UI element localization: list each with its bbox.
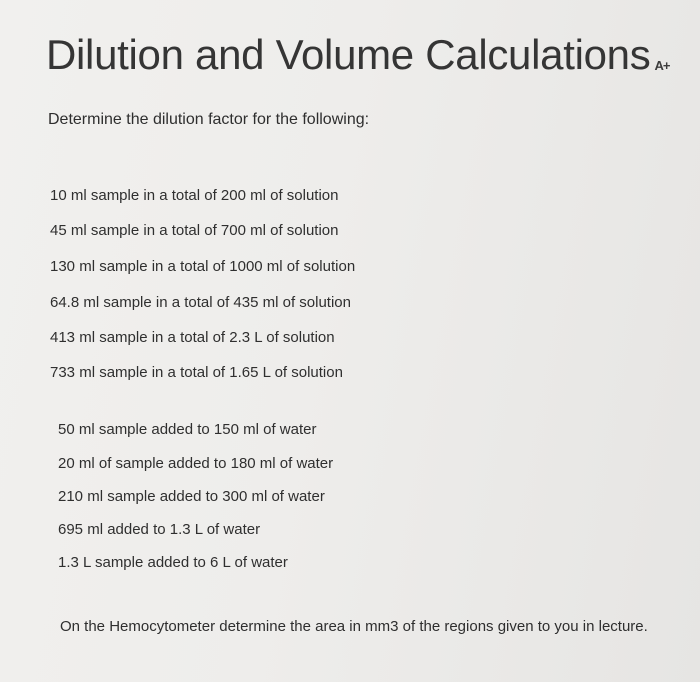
list-item: 1.3 L sample added to 6 L of water	[58, 554, 288, 571]
list-item: 130 ml sample in a total of 1000 ml of solution	[50, 258, 356, 275]
page-title: Dilution and Volume Calculations	[46, 31, 651, 78]
list-item: 20 ml of sample added to 180 ml of water	[58, 455, 334, 472]
list-item: 413 ml sample in a total of 2.3 L of solution	[50, 329, 335, 346]
list-item: 64.8 ml sample in a total of 435 ml of solution	[50, 294, 351, 311]
list-item: 50 ml sample added to 150 ml of water	[58, 421, 317, 438]
list-item: 10 ml sample in a total of 200 ml of solution	[50, 187, 339, 204]
hemocytometer-prompt: On the Hemocytometer determine the area in mm3 of the regions given to you in lecture.	[60, 618, 648, 635]
instruction-text: Determine the dilution factor for the following:	[48, 111, 370, 128]
list-item: 733 ml sample in a total of 1.65 L of solution	[50, 364, 343, 381]
list-item: 210 ml sample added to 300 ml of water	[58, 488, 325, 505]
accessibility-icon[interactable]: A+	[654, 58, 670, 73]
list-item: 695 ml added to 1.3 L of water	[58, 521, 261, 538]
title-row	[46, 31, 670, 78]
list-item: 45 ml sample in a total of 700 ml of solution	[50, 222, 339, 239]
